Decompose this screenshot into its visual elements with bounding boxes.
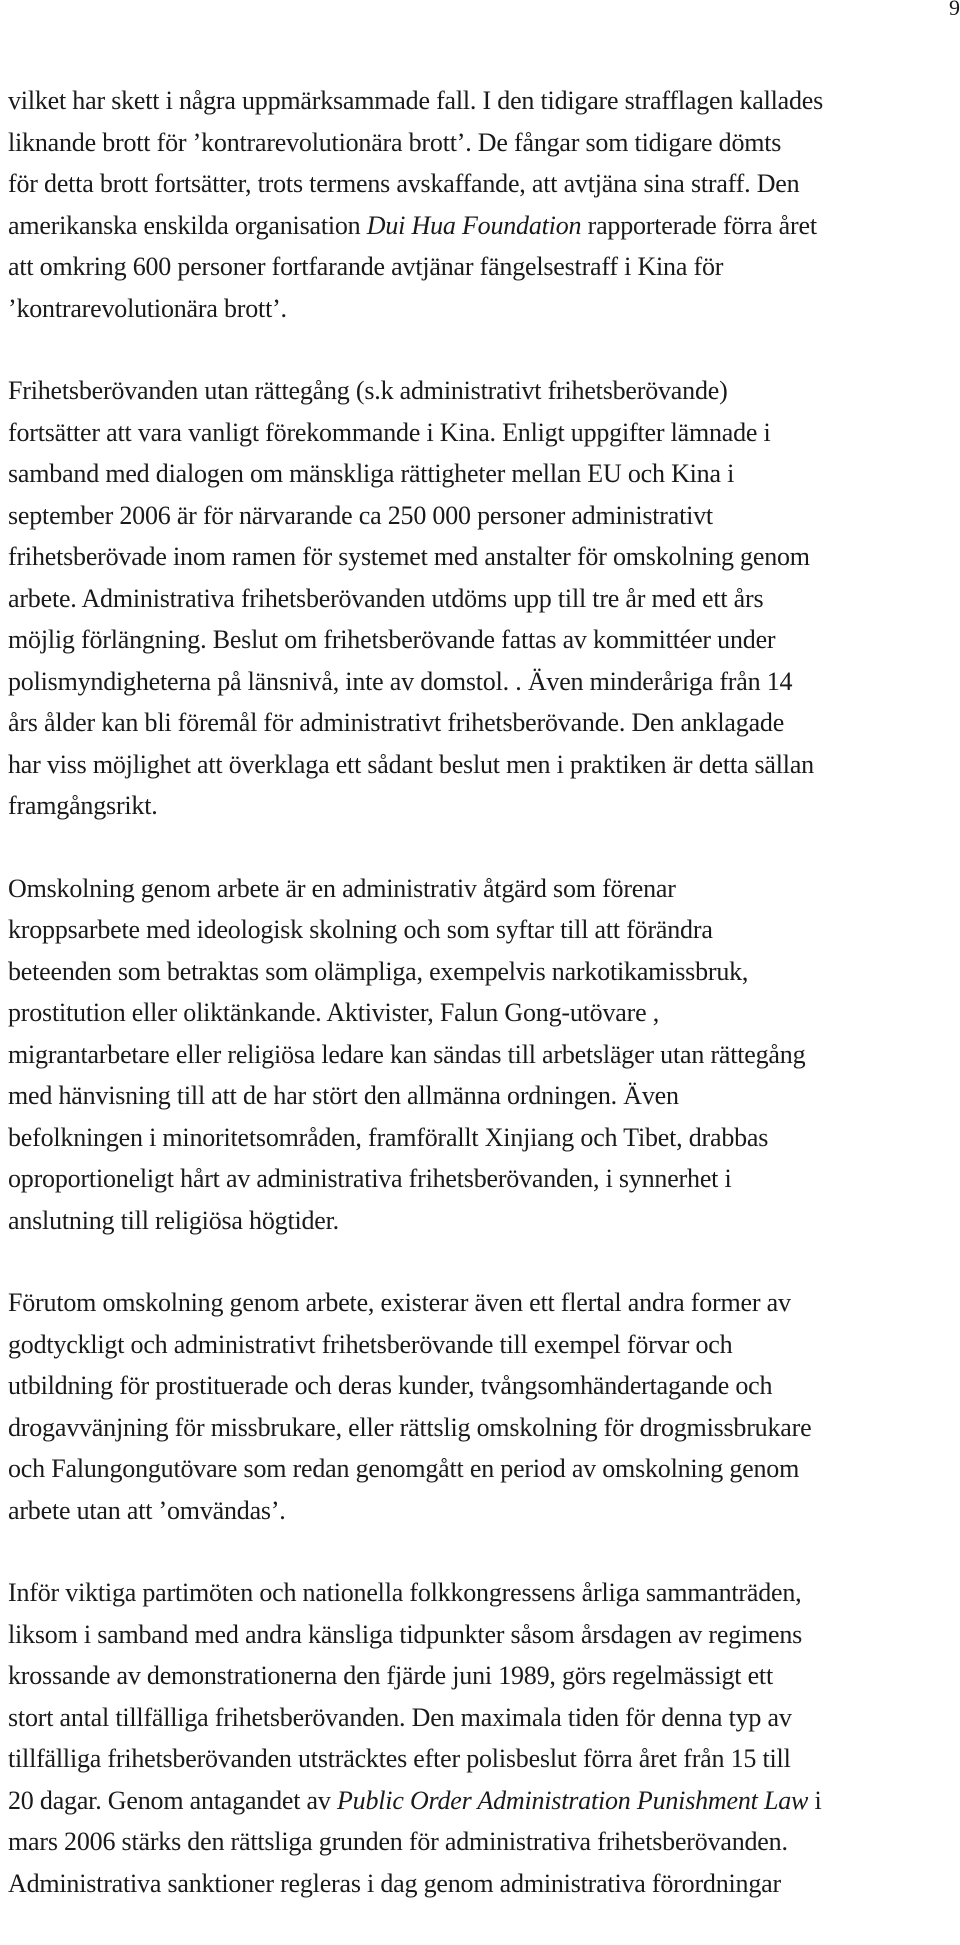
text-line xyxy=(8,80,948,122)
text-segment: drogavvänjning för missbrukare, eller rättslig omskolning för drogmissbrukare xyxy=(8,1412,812,1442)
text-segment: anslutning till religiösa högtider. xyxy=(8,1205,339,1235)
text-line xyxy=(8,992,948,1034)
text-line xyxy=(8,1282,948,1324)
text-segment: att omkring 600 personer fortfarande avtjänar fängelsestraff i Kina för xyxy=(8,252,724,281)
text-line xyxy=(8,1614,948,1656)
text-segment: kroppsarbete med ideologisk skolning och som syftar till att förändra xyxy=(8,915,713,944)
text-line xyxy=(8,661,948,703)
text-segment: Frihetsberövanden utan rättegång (s.k administrativt frihetsberövande) xyxy=(8,376,728,405)
document-body xyxy=(8,80,948,1945)
text-segment: möjlig förlängning. Beslut om frihetsberövande fattas av kommittéer under xyxy=(8,625,776,654)
text-line xyxy=(8,1117,948,1159)
text-segment: rapporterade förra året xyxy=(581,210,817,240)
text-segment: års ålder kan bli föremål för administrativt frihetsberövande. Den anklagade xyxy=(8,708,785,737)
text-segment: Administrativa sanktioner regleras i dag genom administrativa förordningar xyxy=(8,1868,781,1898)
italic-text: Dui Hua Foundation xyxy=(366,210,582,240)
paragraph xyxy=(8,80,948,329)
text-segment: amerikanska enskilda organisation xyxy=(8,210,367,240)
text-line xyxy=(8,1821,948,1863)
text-segment: vilket har skett i några uppmärksammade fall. I den tidigare strafflagen kallades xyxy=(8,86,824,115)
text-line xyxy=(8,578,948,620)
text-line xyxy=(8,1572,948,1614)
text-line xyxy=(8,453,948,495)
text-line xyxy=(8,1697,948,1739)
text-line xyxy=(8,246,948,288)
text-line xyxy=(8,1655,948,1697)
text-segment: och Falungongutövare som redan genomgått en period av omskolning genom xyxy=(8,1454,800,1483)
text-line xyxy=(8,785,948,827)
text-segment: beteenden som betraktas som olämpliga, exempelvis narkotikamissbruk, xyxy=(8,956,749,986)
text-line xyxy=(8,1448,948,1490)
text-segment: oproportioneligt hårt av administrativa frihetsberövanden, i synnerhet i xyxy=(8,1164,732,1193)
text-segment: befolkningen i minoritetsområden, framförallt Xinjiang och Tibet, drabbas xyxy=(8,1122,769,1152)
text-line xyxy=(8,1863,948,1905)
text-segment: har viss möjlighet att överklaga ett sådant beslut men i praktiken är detta sällan xyxy=(8,749,814,779)
text-segment: Inför viktiga partimöten och nationella folkkongressens årliga sammanträden, xyxy=(8,1578,802,1607)
text-segment: september 2006 är för närvarande ca 250 000 personer administrativt xyxy=(8,500,713,530)
text-line xyxy=(8,163,948,205)
text-segment: 20 dagar. Genom antagandet av xyxy=(8,1785,337,1815)
text-segment: liknande brott för ’kontrarevolutionära brott’. De fångar som tidigare dömts xyxy=(8,127,782,157)
text-segment: arbete. Administrativa frihetsberövanden utdöms upp till tre år med ett års xyxy=(8,583,764,613)
page-number: 9 xyxy=(949,0,960,20)
text-line xyxy=(8,1780,948,1822)
text-line xyxy=(8,288,948,330)
text-segment: fortsätter att vara vanligt förekommande i Kina. Enligt uppgifter lämnade i xyxy=(8,417,771,447)
text-segment: arbete utan att ’omvändas’. xyxy=(8,1495,286,1525)
text-line xyxy=(8,951,948,993)
paragraph xyxy=(8,370,948,827)
text-line xyxy=(8,1738,948,1780)
text-segment: Omskolning genom arbete är en administrativ åtgärd som förenar xyxy=(8,873,676,903)
text-line xyxy=(8,619,948,661)
text-segment: godtyckligt och administrativt frihetsberövande till exempel förvar och xyxy=(8,1329,733,1359)
italic-text: Public Order Administration Punishment Law xyxy=(337,1785,809,1815)
text-segment: framgångsrikt. xyxy=(8,791,158,820)
text-line xyxy=(8,1200,948,1242)
text-segment: tillfälliga frihetsberövanden utsträcktes efter polisbeslut förra året från 15 till xyxy=(8,1744,791,1773)
text-line xyxy=(8,1365,948,1407)
text-segment: med hänvisning till att de har stört den allmänna ordningen. Även xyxy=(8,1081,679,1110)
text-segment: polismyndigheterna på länsnivå, inte av domstol. . Även minderåriga från 14 xyxy=(8,666,793,696)
text-line xyxy=(8,744,948,786)
text-segment: mars 2006 stärks den rättsliga grunden för administrativa frihetsberövanden. xyxy=(8,1827,788,1856)
text-segment: liksom i samband med andra känsliga tidpunkter såsom årsdagen av regimens xyxy=(8,1619,803,1649)
text-line xyxy=(8,1075,948,1117)
text-segment: ’kontrarevolutionära brott’. xyxy=(8,293,287,323)
text-line xyxy=(8,412,948,454)
text-line xyxy=(8,205,948,247)
text-line xyxy=(8,536,948,578)
text-segment: prostitution eller oliktänkande. Aktivister, Falun Gong-utövare , xyxy=(8,998,660,1027)
text-line xyxy=(8,702,948,744)
paragraph xyxy=(8,1572,948,1904)
text-segment: för detta brott fortsätter, trots termens avskaffande, att avtjäna sina straff. Den xyxy=(8,169,800,198)
text-segment: utbildning för prostituerade och deras kunder, tvångsomhändertagande och xyxy=(8,1371,773,1400)
text-segment: i xyxy=(808,1785,822,1815)
text-segment: migrantarbetare eller religiösa ledare kan sändas till arbetsläger utan rättegång xyxy=(8,1039,806,1069)
text-segment: samband med dialogen om mänskliga rättigheter mellan EU och Kina i xyxy=(8,459,735,488)
text-line xyxy=(8,1158,948,1200)
text-line xyxy=(8,495,948,537)
text-line xyxy=(8,1407,948,1449)
text-segment: frihetsberövade inom ramen för systemet med anstalter för omskolning genom xyxy=(8,542,810,571)
text-line xyxy=(8,1034,948,1076)
paragraph xyxy=(8,868,948,1242)
text-line xyxy=(8,122,948,164)
text-line xyxy=(8,370,948,412)
text-line xyxy=(8,868,948,910)
text-line xyxy=(8,1490,948,1532)
text-segment: Förutom omskolning genom arbete, existerar även ett flertal andra former av xyxy=(8,1288,791,1317)
text-segment: krossande av demonstrationerna den fjärde juni 1989, görs regelmässigt ett xyxy=(8,1661,773,1690)
text-line xyxy=(8,1324,948,1366)
paragraph xyxy=(8,1282,948,1531)
text-segment: stort antal tillfälliga frihetsberövanden. Den maximala tiden för denna typ av xyxy=(8,1702,792,1732)
text-line xyxy=(8,909,948,951)
